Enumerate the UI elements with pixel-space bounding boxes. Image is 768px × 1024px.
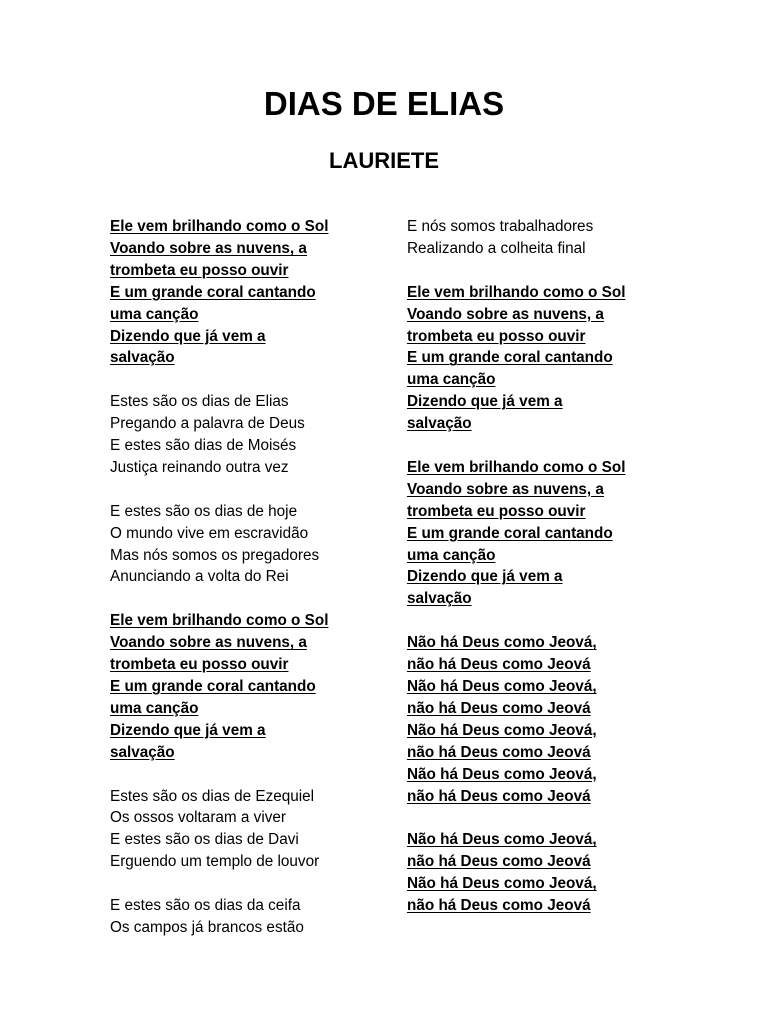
lyric-line: E estes são os dias de Davi (110, 831, 299, 849)
chorus-line: E um grande coral cantando (407, 349, 613, 367)
chorus-line: Ele vem brilhando como o Sol (407, 458, 626, 476)
chorus-line: uma canção (407, 546, 496, 564)
lyric-line: E estes são os dias da ceifa (110, 897, 301, 915)
lyric-line: Realizando a colheita final (407, 239, 586, 257)
chorus-line: Dizendo que já vem a (110, 721, 266, 739)
chorus-line: não há Deus como Jeová (407, 699, 591, 717)
chorus-line: Não há Deus como Jeová, (407, 875, 597, 893)
lyric-line: Estes são os dias de Elias (110, 393, 289, 411)
lyric-line: Erguendo um templo de louvor (110, 853, 320, 871)
chorus-line: Ele vem brilhando como o Sol (407, 283, 626, 301)
chorus-line: uma canção (110, 699, 199, 717)
chorus-line: Voando sobre as nuvens, a (110, 239, 307, 257)
chorus-line: Voando sobre as nuvens, a (110, 634, 307, 652)
chorus-line: não há Deus como Jeová (407, 743, 591, 761)
chorus-line: uma canção (110, 305, 199, 323)
stanza-break (110, 588, 400, 610)
stanza-break (110, 369, 400, 391)
lyric-line: Anunciando a volta do Rei (110, 568, 289, 586)
chorus-line: trombeta eu posso ouvir (110, 656, 289, 674)
stanza-break (110, 873, 400, 895)
lyric-line: E nós somos trabalhadores (407, 218, 594, 235)
chorus-line: Ele vem brilhando como o Sol (110, 218, 329, 235)
chorus-line: E um grande coral cantando (110, 677, 316, 695)
song-title: DIAS DE ELIAS (263, 85, 505, 122)
chorus-line: salvação (407, 415, 472, 433)
artist-name: LAURIETE (329, 148, 439, 173)
stanza-break (407, 807, 697, 829)
chorus-line: Dizendo que já vem a (110, 327, 266, 345)
chorus-line: Dizendo que já vem a (407, 393, 563, 411)
chorus-line: uma canção (407, 371, 496, 389)
chorus-line: trombeta eu posso ouvir (407, 502, 586, 520)
chorus-line: não há Deus como Jeová (407, 787, 591, 805)
chorus-line: trombeta eu posso ouvir (110, 261, 289, 279)
chorus-line: E um grande coral cantando (110, 283, 316, 301)
chorus-line: Não há Deus como Jeová, (407, 765, 597, 783)
chorus-line: Ele vem brilhando como o Sol (110, 612, 329, 630)
lyrics-column-left (110, 216, 400, 939)
chorus-line: trombeta eu posso ouvir (407, 327, 586, 345)
chorus-line: Não há Deus como Jeová, (407, 831, 597, 849)
stanza-break (110, 764, 400, 786)
chorus-line: salvação (407, 590, 472, 608)
stanza-break (407, 260, 697, 282)
lyric-line: Estes são os dias de Ezequiel (110, 787, 315, 805)
lyric-line: Pregando a palavra de Deus (110, 415, 305, 433)
chorus-line: Voando sobre as nuvens, a (407, 480, 604, 498)
chorus-line: E um grande coral cantando (407, 524, 613, 542)
lyric-line: Mas nós somos os pregadores (110, 546, 320, 564)
chorus-line: salvação (110, 349, 175, 367)
chorus-line: salvação (110, 743, 175, 761)
stanza-break (110, 479, 400, 501)
chorus-line: Não há Deus como Jeová, (407, 634, 597, 652)
stanza-break (407, 435, 697, 457)
lyric-line: Os campos já brancos estão (110, 918, 304, 936)
chorus-line: Voando sobre as nuvens, a (407, 305, 604, 323)
lyric-line: E estes são dias de Moisés (110, 437, 297, 455)
lyric-line: E estes são os dias de hoje (110, 502, 298, 520)
chorus-line: não há Deus como Jeová (407, 853, 591, 871)
lyric-line: Os ossos voltaram a viver (110, 809, 286, 827)
stanza-break (407, 610, 697, 632)
chorus-line: não há Deus como Jeová (407, 656, 591, 674)
chorus-line: Não há Deus como Jeová, (407, 677, 597, 695)
chorus-line: não há Deus como Jeová (407, 897, 591, 915)
lyric-line: Justiça reinando outra vez (110, 458, 289, 476)
chorus-line: Dizendo que já vem a (407, 568, 563, 586)
lyric-line: O mundo vive em escravidão (110, 524, 309, 542)
chorus-line: Não há Deus como Jeová, (407, 721, 597, 739)
lyrics-column-right (407, 216, 697, 917)
